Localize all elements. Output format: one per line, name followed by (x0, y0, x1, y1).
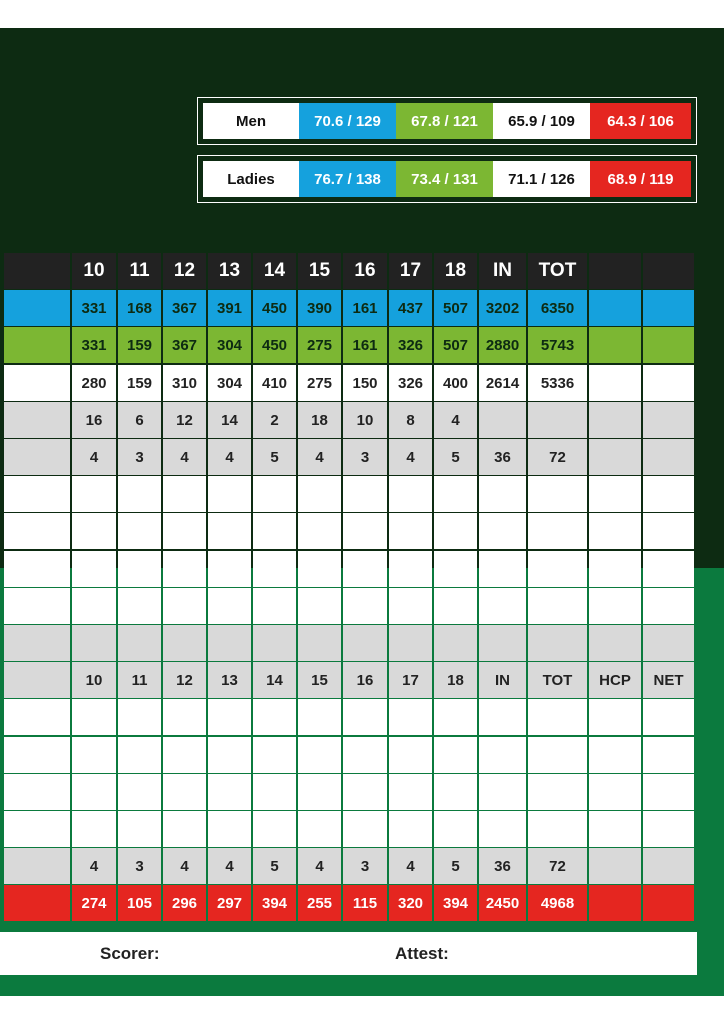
score-cell (4, 402, 70, 438)
score-cell: 10 (343, 402, 387, 438)
score-cell (72, 588, 116, 624)
table-row (0, 662, 724, 698)
score-cell: 331 (72, 290, 116, 326)
score-cell: 4968 (528, 885, 587, 921)
score-cell: 3 (343, 439, 387, 475)
men-ratings-box (197, 97, 697, 145)
score-cell: 5 (253, 848, 296, 884)
table-row (0, 513, 724, 549)
score-cell: 12 (163, 662, 206, 698)
score-cell: 15 (298, 253, 341, 289)
score-cell (479, 774, 526, 810)
score-cell: 331 (72, 327, 116, 363)
score-cell (208, 625, 251, 661)
score-cell (298, 551, 341, 587)
ladies-red-rating: 68.9 / 119 (590, 161, 691, 197)
score-cell: 5743 (528, 327, 587, 363)
score-cell: 304 (208, 365, 251, 401)
score-cell (118, 811, 161, 847)
score-cell (343, 625, 387, 661)
score-cell (434, 476, 477, 512)
score-cell (643, 402, 694, 438)
score-cell (643, 476, 694, 512)
score-cell (163, 588, 206, 624)
score-cell (72, 625, 116, 661)
ladies-blue-rating: 76.7 / 138 (299, 161, 396, 197)
score-cell: 297 (208, 885, 251, 921)
score-cell (643, 811, 694, 847)
score-cell (4, 290, 70, 326)
score-cell: TOT (528, 253, 587, 289)
attest-label: Attest: (395, 943, 449, 963)
men-blue-rating: 70.6 / 129 (299, 103, 396, 139)
score-cell (528, 513, 587, 549)
score-cell (589, 551, 641, 587)
ladies-green-rating: 73.4 / 131 (396, 161, 493, 197)
score-cell (589, 811, 641, 847)
score-cell: 507 (434, 327, 477, 363)
score-cell (118, 588, 161, 624)
score-cell (643, 737, 694, 773)
score-cell (72, 551, 116, 587)
score-cell: 14 (253, 662, 296, 698)
score-cell: 5 (434, 439, 477, 475)
score-cell (72, 811, 116, 847)
score-cell: 5336 (528, 365, 587, 401)
score-cell: 304 (208, 327, 251, 363)
score-cell (4, 885, 70, 921)
score-cell (208, 737, 251, 773)
score-cell (389, 774, 432, 810)
score-cell (4, 551, 70, 587)
score-cell (643, 848, 694, 884)
score-cell: 3 (118, 439, 161, 475)
score-cell: 326 (389, 327, 432, 363)
score-cell: 159 (118, 365, 161, 401)
score-cell: 4 (389, 439, 432, 475)
score-cell (589, 476, 641, 512)
men-green-rating: 67.8 / 121 (396, 103, 493, 139)
score-cell: 161 (343, 290, 387, 326)
table-row (0, 811, 724, 847)
score-cell: 4 (72, 439, 116, 475)
score-cell: 12 (163, 402, 206, 438)
score-cell (389, 811, 432, 847)
score-cell (208, 588, 251, 624)
score-cell (589, 513, 641, 549)
score-cell (643, 513, 694, 549)
score-cell (434, 625, 477, 661)
score-cell: 168 (118, 290, 161, 326)
score-cell: 13 (208, 662, 251, 698)
score-cell (72, 476, 116, 512)
score-cell: 3 (343, 848, 387, 884)
score-cell (589, 253, 641, 289)
score-cell (4, 588, 70, 624)
score-cell (589, 774, 641, 810)
men-white-rating: 65.9 / 109 (493, 103, 590, 139)
score-cell (643, 439, 694, 475)
score-cell (208, 513, 251, 549)
score-cell (163, 476, 206, 512)
score-cell (163, 737, 206, 773)
score-cell: 275 (298, 365, 341, 401)
score-cell (589, 588, 641, 624)
score-cell: 2880 (479, 327, 526, 363)
score-cell (589, 327, 641, 363)
score-cell (298, 476, 341, 512)
score-cell (434, 811, 477, 847)
score-cell (298, 811, 341, 847)
score-cell (4, 513, 70, 549)
score-cell: 5 (253, 439, 296, 475)
score-cell (298, 588, 341, 624)
score-cell: 450 (253, 290, 296, 326)
hole-header-row (0, 253, 724, 289)
score-cell (4, 848, 70, 884)
score-cell: 275 (298, 327, 341, 363)
score-cell (4, 476, 70, 512)
score-cell: 16 (343, 253, 387, 289)
score-cell (343, 699, 387, 735)
table-row (0, 848, 724, 884)
score-cell (118, 551, 161, 587)
table-row (0, 588, 724, 624)
score-cell: 150 (343, 365, 387, 401)
table-row (0, 290, 724, 326)
score-cell (528, 476, 587, 512)
score-cell: 367 (163, 327, 206, 363)
score-cell: 17 (389, 253, 432, 289)
ladies-ratings-box (197, 155, 697, 203)
score-cell: 15 (298, 662, 341, 698)
score-cell (643, 365, 694, 401)
score-cell (528, 811, 587, 847)
score-cell (528, 774, 587, 810)
table-row (0, 885, 724, 921)
score-cell (643, 774, 694, 810)
score-cell (343, 737, 387, 773)
score-cell (163, 811, 206, 847)
score-cell: 437 (389, 290, 432, 326)
score-cell: 400 (434, 365, 477, 401)
score-cell: 4 (72, 848, 116, 884)
score-cell: 4 (298, 439, 341, 475)
score-cell: 18 (298, 402, 341, 438)
score-cell (253, 774, 296, 810)
score-cell (4, 737, 70, 773)
score-cell (343, 476, 387, 512)
table-row (0, 625, 724, 661)
score-cell (389, 588, 432, 624)
score-cell (163, 625, 206, 661)
score-cell: 72 (528, 439, 587, 475)
score-cell: 450 (253, 327, 296, 363)
score-cell: 161 (343, 327, 387, 363)
score-cell (528, 699, 587, 735)
score-cell (589, 885, 641, 921)
score-cell (163, 699, 206, 735)
score-cell: 4 (434, 402, 477, 438)
score-cell (253, 699, 296, 735)
score-cell (479, 811, 526, 847)
score-cell (4, 327, 70, 363)
score-cell (589, 737, 641, 773)
score-cell: NET (643, 662, 694, 698)
score-cell (343, 811, 387, 847)
score-cell: 8 (389, 402, 432, 438)
score-cell: 36 (479, 439, 526, 475)
score-cell: 16 (72, 402, 116, 438)
table-row (0, 551, 724, 587)
score-cell: IN (479, 253, 526, 289)
score-cell (479, 513, 526, 549)
score-cell (643, 588, 694, 624)
score-cell (589, 699, 641, 735)
score-cell: TOT (528, 662, 587, 698)
score-cell (72, 774, 116, 810)
score-cell (163, 774, 206, 810)
score-cell (528, 625, 587, 661)
score-cell (643, 253, 694, 289)
score-cell (389, 513, 432, 549)
signature-bar (0, 932, 697, 975)
score-cell (589, 402, 641, 438)
score-cell (343, 513, 387, 549)
score-cell: 394 (434, 885, 477, 921)
score-cell (4, 811, 70, 847)
score-cell: 326 (389, 365, 432, 401)
score-cell (643, 885, 694, 921)
score-cell (253, 588, 296, 624)
score-cell: 390 (298, 290, 341, 326)
score-cell: HCP (589, 662, 641, 698)
score-cell (343, 774, 387, 810)
score-cell (434, 774, 477, 810)
score-cell: 4 (163, 439, 206, 475)
score-cell: 2614 (479, 365, 526, 401)
score-cell (208, 551, 251, 587)
score-cell (163, 551, 206, 587)
score-cell (643, 625, 694, 661)
score-cell (479, 588, 526, 624)
score-cell (4, 699, 70, 735)
score-cell (528, 588, 587, 624)
score-cell: 12 (163, 253, 206, 289)
score-cell (589, 848, 641, 884)
score-cell: 10 (72, 662, 116, 698)
score-cell (298, 774, 341, 810)
score-cell (528, 402, 587, 438)
score-cell (118, 625, 161, 661)
score-cell (4, 365, 70, 401)
score-cell (253, 476, 296, 512)
score-cell (298, 513, 341, 549)
score-cell: 310 (163, 365, 206, 401)
score-cell: 72 (528, 848, 587, 884)
table-row (0, 737, 724, 773)
score-cell: 18 (434, 662, 477, 698)
score-cell: 16 (343, 662, 387, 698)
score-cell (434, 737, 477, 773)
score-cell (479, 737, 526, 773)
score-cell (253, 551, 296, 587)
table-row (0, 476, 724, 512)
score-cell: 4 (208, 848, 251, 884)
score-cell (118, 774, 161, 810)
score-cell (389, 476, 432, 512)
score-cell (208, 774, 251, 810)
score-cell (208, 811, 251, 847)
score-cell (479, 551, 526, 587)
score-cell: 5 (434, 848, 477, 884)
ladies-label: Ladies (203, 161, 299, 197)
score-cell: 3202 (479, 290, 526, 326)
score-cell (208, 699, 251, 735)
score-cell (343, 551, 387, 587)
score-cell: 11 (118, 662, 161, 698)
score-cell (4, 253, 70, 289)
score-cell (528, 737, 587, 773)
score-cell (643, 699, 694, 735)
score-cell: 367 (163, 290, 206, 326)
score-cell: 2450 (479, 885, 526, 921)
score-cell (253, 513, 296, 549)
score-cell (434, 551, 477, 587)
score-cell: 320 (389, 885, 432, 921)
score-cell (4, 625, 70, 661)
score-cell (389, 737, 432, 773)
table-row (0, 439, 724, 475)
score-cell: 274 (72, 885, 116, 921)
score-cell (118, 737, 161, 773)
ladies-white-rating: 71.1 / 126 (493, 161, 590, 197)
score-cell (253, 625, 296, 661)
score-cell (298, 699, 341, 735)
score-cell (434, 513, 477, 549)
score-cell (643, 551, 694, 587)
score-cell: 17 (389, 662, 432, 698)
score-cell: 36 (479, 848, 526, 884)
scorer-label: Scorer: (100, 943, 160, 963)
score-cell: 115 (343, 885, 387, 921)
score-cell (72, 699, 116, 735)
score-cell (434, 699, 477, 735)
score-cell (434, 588, 477, 624)
score-cell: 394 (253, 885, 296, 921)
score-cell (479, 402, 526, 438)
score-cell: 255 (298, 885, 341, 921)
score-cell: 296 (163, 885, 206, 921)
score-cell: 13 (208, 253, 251, 289)
score-cell (643, 327, 694, 363)
score-cell: 4 (389, 848, 432, 884)
score-cell (589, 625, 641, 661)
score-cell (4, 439, 70, 475)
score-cell (253, 811, 296, 847)
score-cell (4, 662, 70, 698)
score-cell (72, 737, 116, 773)
table-row (0, 774, 724, 810)
score-cell (118, 699, 161, 735)
score-cell (4, 774, 70, 810)
men-red-rating: 64.3 / 106 (590, 103, 691, 139)
score-cell: 391 (208, 290, 251, 326)
score-cell: 2 (253, 402, 296, 438)
score-cell: 507 (434, 290, 477, 326)
table-row (0, 699, 724, 735)
score-cell (389, 699, 432, 735)
score-cell: 4 (298, 848, 341, 884)
table-row (0, 365, 724, 401)
men-label: Men (203, 103, 299, 139)
score-cell (589, 439, 641, 475)
score-cell (208, 476, 251, 512)
score-cell: 6 (118, 402, 161, 438)
score-cell (589, 365, 641, 401)
score-cell: 4 (163, 848, 206, 884)
score-cell: 105 (118, 885, 161, 921)
score-cell (343, 588, 387, 624)
score-cell: 18 (434, 253, 477, 289)
score-cell (389, 625, 432, 661)
score-cell (163, 513, 206, 549)
score-cell (389, 551, 432, 587)
score-cell: 4 (208, 439, 251, 475)
score-cell: 14 (208, 402, 251, 438)
score-cell (479, 699, 526, 735)
score-cell (72, 513, 116, 549)
score-cell (528, 551, 587, 587)
score-cell: 10 (72, 253, 116, 289)
score-cell (479, 625, 526, 661)
score-cell (589, 290, 641, 326)
score-cell: 14 (253, 253, 296, 289)
score-cell: 280 (72, 365, 116, 401)
score-cell (118, 513, 161, 549)
score-cell (118, 476, 161, 512)
score-cell: 6350 (528, 290, 587, 326)
score-cell (643, 290, 694, 326)
table-row (0, 327, 724, 363)
score-cell (298, 737, 341, 773)
score-cell: 11 (118, 253, 161, 289)
score-cell (253, 737, 296, 773)
score-cell: 410 (253, 365, 296, 401)
table-row (0, 402, 724, 438)
score-cell: 159 (118, 327, 161, 363)
score-cell (298, 625, 341, 661)
score-cell: IN (479, 662, 526, 698)
score-cell (479, 476, 526, 512)
score-cell: 3 (118, 848, 161, 884)
